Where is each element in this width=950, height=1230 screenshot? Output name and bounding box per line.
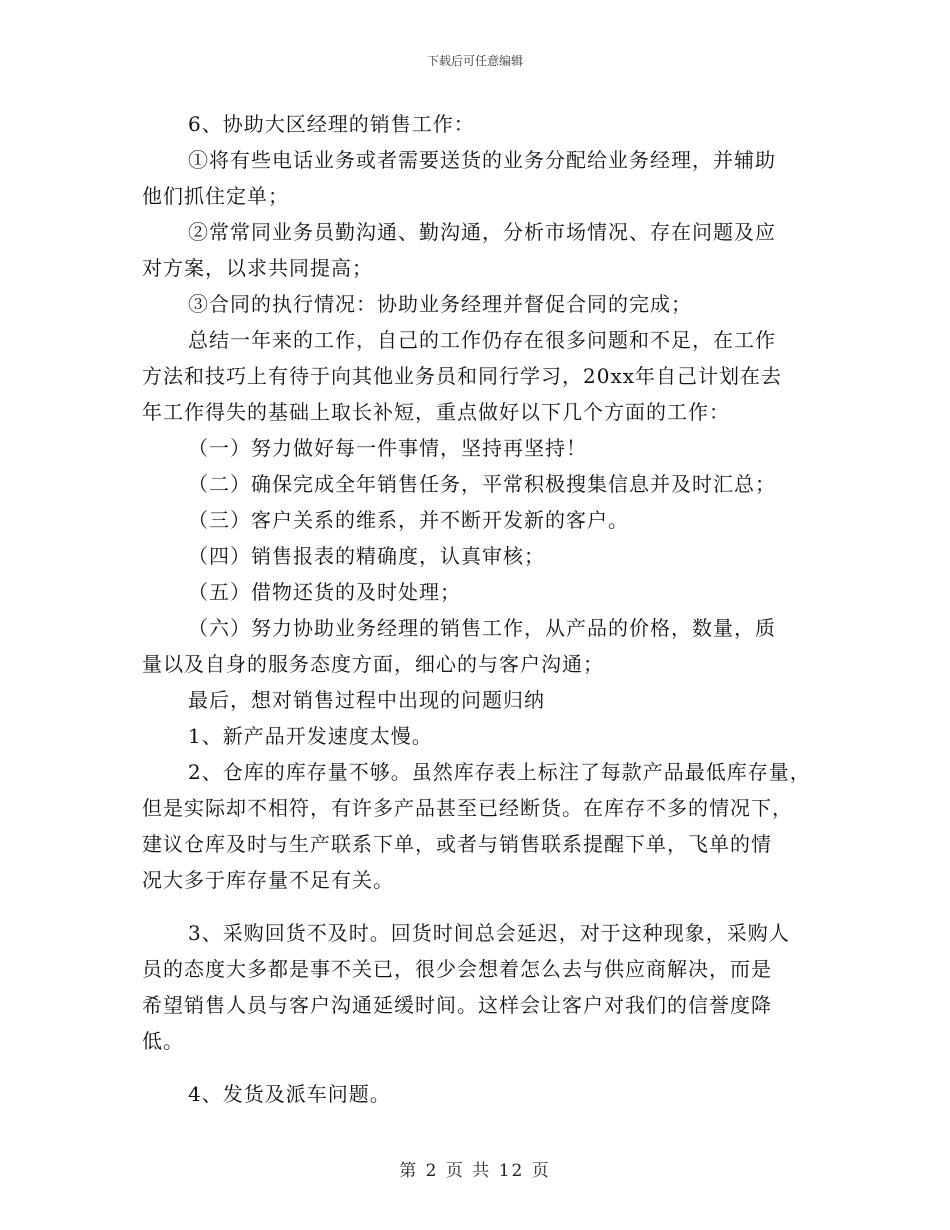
text-line: 总结一年来的工作，自己的工作仍存在很多问题和不足，在工作 bbox=[188, 328, 776, 352]
text-line: （二）确保完成全年销售任务，平常积极搜集信息并及时汇总； bbox=[188, 472, 776, 496]
text-line: 方法和技巧上有待于向其他业务员和同行学习，20xx年自己计划在去 bbox=[142, 364, 783, 388]
text-line: （三）客户关系的维系，并不断开发新的客户。 bbox=[188, 508, 629, 532]
page-footer: 第 2 页 共 12 页 bbox=[399, 1161, 551, 1181]
text-line: 2、仓库的库存量不够。虽然库存表上标注了每款产品最低库存量， bbox=[188, 760, 811, 784]
page-header: 下载后可任意编辑 bbox=[426, 54, 523, 68]
text-line: 对方案，以求共同提高； bbox=[142, 256, 373, 280]
text-line: 年工作得失的基础上取长补短，重点做好以下几个方面的工作： bbox=[142, 400, 730, 424]
text-line: （五）借物还货的及时处理； bbox=[188, 580, 461, 604]
text-line: ①将有些电话业务或者需要送货的业务分配给业务经理，并辅助 bbox=[188, 148, 776, 172]
document-body bbox=[142, 106, 810, 1112]
paragraph-gap bbox=[142, 1059, 810, 1076]
text-line: 6、协助大区经理的销售工作： bbox=[188, 112, 475, 136]
text-line: （一）努力做好每一件事情，坚持再坚持！ bbox=[188, 436, 587, 460]
text-line: 建议仓库及时与生产联系下单，或者与销售联系提醒下单，飞单的情 bbox=[142, 832, 772, 856]
text-line: （四）销售报表的精确度，认真审核； bbox=[188, 544, 545, 568]
text-line: 量以及自身的服务态度方面，细心的与客户沟通； bbox=[142, 652, 604, 676]
text-line: ③合同的执行情况：协助业务经理并督促合同的完成； bbox=[188, 292, 692, 316]
text-line: 希望销售人员与客户沟通延缓时间。这样会让客户对我们的信誉度降 bbox=[142, 993, 772, 1017]
text-line: 1、新产品开发速度太慢。 bbox=[188, 724, 433, 748]
text-line: （六）努力协助业务经理的销售工作，从产品的价格，数量，质 bbox=[188, 616, 776, 640]
text-line: 低。 bbox=[142, 1029, 184, 1053]
text-line: 4、发货及派车问题。 bbox=[188, 1082, 391, 1106]
text-line: ②常常同业务员勤沟通、勤沟通，分析市场情况、存在问题及应 bbox=[188, 220, 776, 244]
text-line: 最后，想对销售过程中出现的问题归纳 bbox=[188, 688, 545, 712]
text-line: 况大多于库存量不足有关。 bbox=[142, 868, 394, 892]
text-line: 他们抓住定单； bbox=[142, 184, 289, 208]
paragraph-gap bbox=[142, 898, 810, 915]
text-line: 员的态度大多都是事不关已，很少会想着怎么去与供应商解决，而是 bbox=[142, 957, 772, 981]
text-line: 3、采购回货不及时。回货时间总会延迟，对于这种现象，采购人 bbox=[188, 921, 790, 945]
text-line: 但是实际却不相符，有许多产品甚至已经断货。在库存不多的情况下， bbox=[142, 796, 793, 820]
